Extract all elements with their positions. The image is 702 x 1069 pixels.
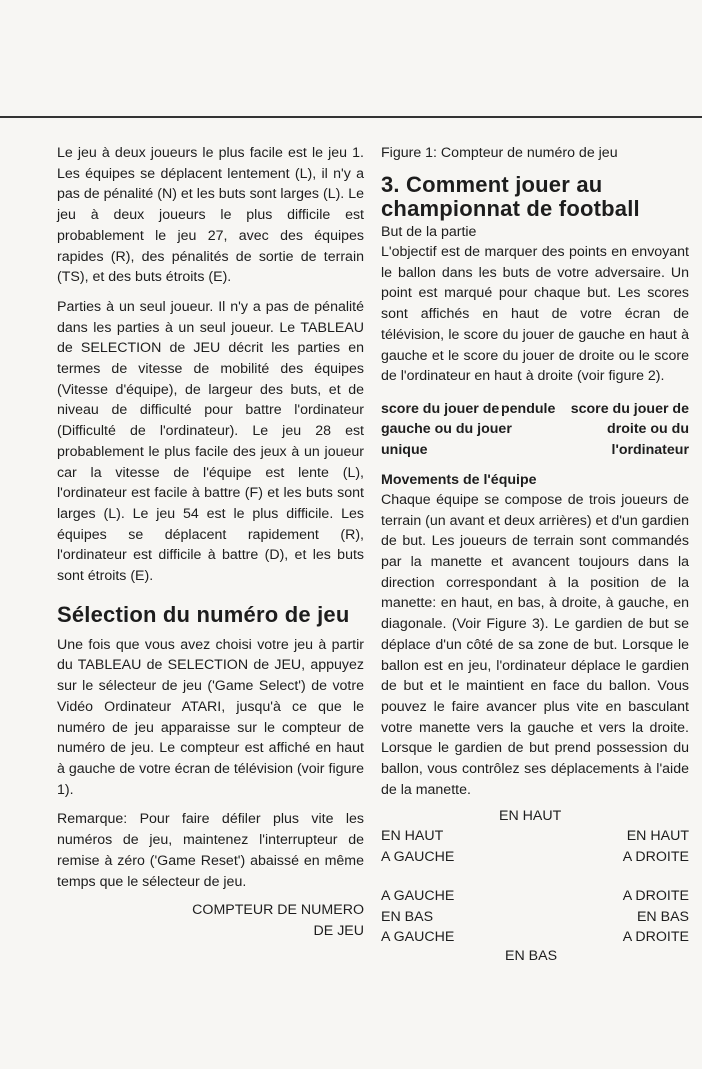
joystick-directions: [381, 806, 689, 966]
score-labels: [381, 399, 689, 465]
clock-label: pendule: [501, 400, 556, 417]
paragraph-one-player: Parties à un seul joueur. Il n'y a pas de pénalité dans les parties à un seul joueur. Le TABLEAU de SELECTION de JEU décrit les parties en termes de vitesse de mobilité des équipes (Vitesse d'équipe), de largeur des buts, et de niveau de difficulté pour battre l'ordinateur (Difficulté de l'ordinateur). Le jeu 28 est probablement le plus facile des jeux à un joueur car la vitesse de l'équipe est lente (L), l'ordinateur est facile à battre (F) et les buts sont larges (L). Le jeu 54 est le plus difficile. Les équipes se déplacent rapidement (R), l'ordinateur est difficile à battre (D), et les buts sont étroits (E).: [57, 298, 364, 585]
direction-up: EN HAUT: [499, 808, 562, 825]
direction-down-right: A DROITE EN BAS A DROITE: [622, 888, 689, 946]
direction-up-right: EN HAUT A DROITE: [622, 828, 689, 865]
subheading-team-moves: Movements de l'équipe: [381, 471, 537, 488]
counter-label-line1: COMPTEUR DE NUMERO: [192, 902, 364, 919]
heading-game-number: Sélection du numéro de jeu: [57, 601, 350, 627]
subheading-goal: But de la partie: [381, 224, 477, 240]
paragraph-two-player: Le jeu à deux joueurs le plus facile est le jeu 1. Les équipes se déplacent lentement (L), il n'y a pas de pénalité (N) et les buts sont larges (L). Le jeu à deux joueurs le plus difficile est probablement le jeu 27, avec des équipes rapides (R), des pénalités de sortie de terrain (TS), et des buts étroits (E).: [57, 145, 364, 286]
counter-label: [57, 900, 364, 941]
counter-label-line2: DE JEU: [313, 922, 364, 939]
direction-down-left: A GAUCHE EN BAS A GAUCHE: [381, 888, 455, 946]
direction-down: EN BAS: [505, 948, 558, 965]
left-column: [57, 143, 364, 941]
paragraph-team-moves: Chaque équipe se compose de trois joueurs de terrain (un avant et deux arrières) et d'un gardien de but. Les joueurs de terrain sont commandés par la manette et avancent toujours dans la direction correspondant à la position de la manette: en haut, en bas, à droite, à gauche, en diagonale. (Voir Figure 3). Le gardien de but se déplace d'un côté de sa zone de but. Lorsque le ballon est en jeu, l'ordinateur déplace le gardien de but et le maintient en face du ballon. Vous pouvez le faire avancer plus vite en basculant votre manette vers la gauche et vers la droite. Lorsque le gardien de but prend possession du ballon, vous contrôlez ses déplacements à l'aide de la manette.: [381, 491, 689, 798]
direction-up-left: EN HAUT A GAUCHE: [381, 828, 455, 865]
right-column: [381, 143, 689, 966]
paragraph-select-game: Une fois que vous avez choisi votre jeu à partir du TABLEAU de SELECTION de JEU, appuyez sur le sélecteur de jeu ('Game Select') de votre Vidéo Ordinateur ATARI, jusqu'à ce que le numéro de jeu apparaisse sur le compteur de numéro de jeu. Le compteur est affiché en haut à gauche de votre écran de télévision (voir figure 1).: [57, 636, 364, 798]
heading-how-to-play: 3. Comment jouer au championnat de football: [381, 172, 640, 221]
score-right-label: score du jouer de droite ou du l'ordinateur: [570, 400, 689, 458]
score-left-label: score du jouer de gauche ou du jouer unique: [381, 400, 512, 458]
figure-caption: Figure 1: Compteur de numéro de jeu: [381, 145, 618, 161]
paragraph-remark: Remarque: Pour faire défiler plus vite les numéros de jeu, maintenez l'interrupteur de remise à zéro ('Game Reset') abaissé en même temps que le sélecteur de jeu.: [57, 811, 364, 890]
paragraph-goal: L'objectif est de marquer des points en envoyant le ballon dans les buts de votre adversaire. Un point est marqué pour chaque but. Les scores sont affichés en haut de votre écran de télévision, le score du jouer de gauche en haut à gauche et le score du jouer de droite ou le score de l'ordinateur en haut à droite (voir figure 2).: [381, 244, 689, 385]
header-rule: [0, 116, 702, 118]
